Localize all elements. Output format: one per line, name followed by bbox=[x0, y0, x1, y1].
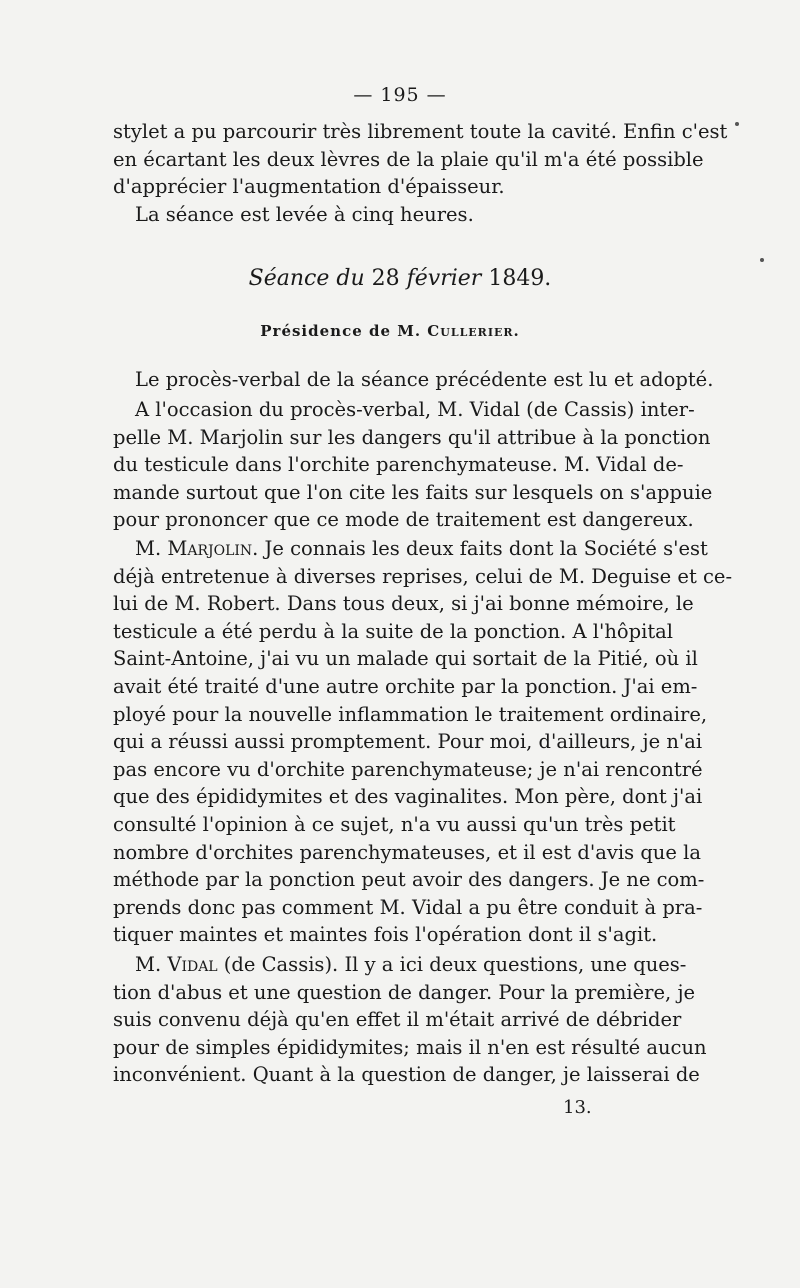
text-line: pour prononcer que ce mode de traitement est dangereux. bbox=[113, 508, 694, 532]
text-line: stylet a pu parcourir très librement toute la cavité. Enfin c'est bbox=[113, 120, 728, 143]
signature-mark: 13. bbox=[563, 1097, 592, 1118]
presidency-honorific: M. bbox=[397, 322, 428, 340]
closing-line: La séance est levée à cinq heures. bbox=[135, 202, 474, 226]
presidency-line bbox=[0, 322, 780, 340]
text-line: prends donc pas comment M. Vidal a pu être conduit à pra- bbox=[113, 895, 703, 919]
vidal-paragraph-1 bbox=[113, 396, 713, 534]
continued-paragraph bbox=[113, 118, 728, 228]
presidency-text: Présidence de bbox=[260, 322, 398, 340]
speaker-name: M. Marjolin. bbox=[135, 537, 259, 560]
text-line: mande surtout que l'on cite les faits sur lesquels on s'appuie bbox=[113, 480, 713, 504]
text-line: nombre d'orchites parenchymateuses, et il est d'avis que la bbox=[113, 840, 701, 864]
text-line: que des épididymites et des vaginalites. Mon père, dont j'ai bbox=[113, 785, 703, 809]
session-prefix: Séance du bbox=[248, 266, 372, 291]
text-line: Saint-Antoine, j'ai vu un malade qui sortait de la Pitié, où il bbox=[113, 647, 698, 671]
text-line: tion d'abus et une question de danger. Pour la première, je bbox=[113, 980, 696, 1004]
marjolin-paragraph bbox=[113, 535, 733, 949]
text-line: du testicule dans l'orchite parenchymateuse. M. Vidal de- bbox=[113, 453, 684, 477]
speech-text: Je connais les deux faits dont la Société s'est bbox=[258, 537, 708, 560]
text-line: pas encore vu d'orchite parenchymateuse; je n'ai rencontré bbox=[113, 757, 703, 781]
page-number: — 195 — bbox=[353, 84, 447, 106]
text-line: A l'occasion du procès-verbal, M. Vidal (de Cassis) inter- bbox=[135, 398, 695, 421]
text-line: pour de simples épididymites; mais il n'en est résulté aucun bbox=[113, 1035, 707, 1059]
session-heading bbox=[0, 266, 800, 291]
text-line bbox=[113, 951, 687, 979]
text-line: pelle M. Marjolin sur les dangers qu'il attribue à la ponction bbox=[113, 425, 711, 449]
vidal-paragraph-2 bbox=[113, 951, 707, 1089]
text-line: lui de M. Robert. Dans tous deux, si j'ai bonne mémoire, le bbox=[113, 592, 694, 616]
text-line: inconvénient. Quant à la question de danger, je laisserai de bbox=[113, 1063, 700, 1087]
text-line: déjà entretenue à diverses reprises, celui de M. Deguise et ce- bbox=[113, 564, 733, 588]
text-line: consulté l'opinion à ce sujet, n'a vu aussi qu'un très petit bbox=[113, 812, 676, 836]
text-line: suis convenu déjà qu'en effet il m'était arrivé de débrider bbox=[113, 1008, 682, 1032]
session-day: 28 bbox=[371, 266, 407, 291]
text-line: tiquer maintes et maintes fois l'opération dont il s'agit. bbox=[113, 923, 658, 947]
text-line: ployé pour la nouvelle inflammation le traitement ordinaire, bbox=[113, 702, 708, 726]
ink-speck bbox=[735, 122, 739, 126]
ink-speck bbox=[760, 258, 764, 262]
speech-text: (de Cassis). Il y a ici deux questions, une ques- bbox=[217, 953, 687, 976]
minutes-paragraph bbox=[113, 366, 714, 394]
presidency-name: Cullerier. bbox=[427, 322, 520, 340]
text-line: méthode par la ponction peut avoir des dangers. Je ne com- bbox=[113, 868, 705, 892]
text-line: testicule a été perdu à la suite de la ponction. A l'hôpital bbox=[113, 619, 674, 643]
text-line: qui a réussi aussi promptement. Pour moi, d'ailleurs, je n'ai bbox=[113, 730, 703, 754]
text-line: en écartant les deux lèvres de la plaie qu'il m'a été possible bbox=[113, 147, 704, 171]
text-line: Le procès-verbal de la séance précédente est lu et adopté. bbox=[135, 368, 714, 391]
text-line: avait été traité d'une autre orchite par la ponction. J'ai em- bbox=[113, 674, 698, 698]
session-year: 1849. bbox=[481, 266, 552, 291]
text-line: d'apprécier l'augmentation d'épaisseur. bbox=[113, 175, 505, 199]
text-line bbox=[113, 535, 708, 563]
session-month: février bbox=[406, 266, 482, 291]
speaker-name: M. Vidal bbox=[135, 953, 218, 976]
